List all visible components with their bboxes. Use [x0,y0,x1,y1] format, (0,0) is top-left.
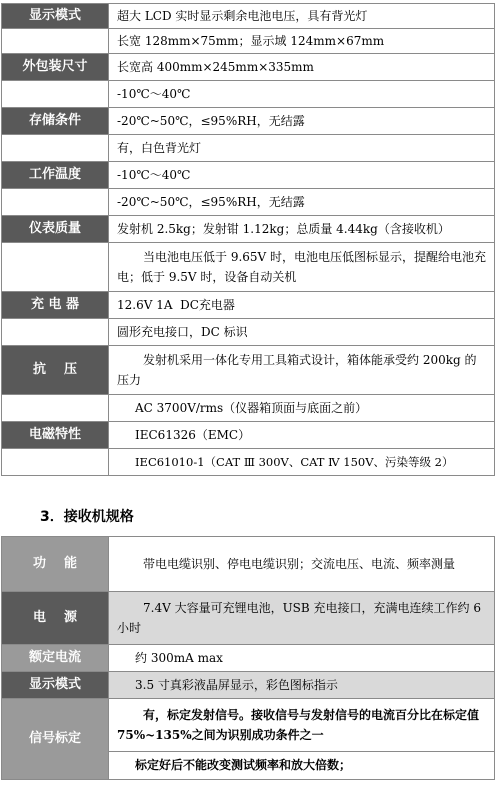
row-value: IEC61010-1（CAT Ⅲ 300V、CAT Ⅳ 150V、污染等级 2） [109,449,495,476]
row-value: 发射机 2.5kg；发射钳 1.12kg；总质量 4.44kg（含接收机） [109,216,495,243]
table-row [2,135,495,162]
table-row [2,395,495,422]
table-row [2,4,495,29]
row-label: 抗 压 [2,346,109,395]
table-row [2,592,495,645]
row-label [2,243,109,292]
row-value: 约 300mA max [109,645,495,672]
table-row [2,162,495,189]
row-label: 充 电 器 [2,292,109,319]
row-label: 电 源 [2,592,109,645]
row-value: -20℃~50℃，≤95%RH，无结露 [109,108,495,135]
section-title: 3．接收机规格 [40,509,134,525]
row-value: 发射机采用一体化专用工具箱式设计，箱体能承受约 200kg 的压力 [109,346,495,395]
row-label [2,81,109,108]
table-row [2,216,495,243]
row-value: -20℃~50℃，≤95%RH，无结露 [109,189,495,216]
row-label: 额定电流 [2,645,109,672]
row-value: 3.5 寸真彩液晶屏显示，彩色图标指示 [109,672,495,699]
row-value: 有，白色背光灯 [109,135,495,162]
row-label: 仪表质量 [2,216,109,243]
table-row [2,189,495,216]
table-row [2,422,495,449]
table-row [2,537,495,592]
row-value: 7.4V 大容量可充锂电池，USB 充电接口，充满电连续工作约 6 小时 [109,592,495,645]
row-value: 超大 LCD 实时显示剩余电池电压，具有背光灯 [109,4,495,29]
row-value: 长宽 128mm×75mm；显示域 124mm×67mm [109,29,495,54]
row-label [2,189,109,216]
table-row [2,645,495,672]
row-value: 长宽高 400mm×245mm×335mm [109,54,495,81]
row-value: 带电电缆识别、停电电缆识别；交流电压、电流、频率测量 [109,537,495,592]
row-value: 12.6V 1A DC充电器 [109,292,495,319]
table-row [2,672,495,699]
row-value: -10℃～40℃ [109,81,495,108]
table-row [2,108,495,135]
row-label: 显示模式 [2,4,109,29]
row-label: 功 能 [2,537,109,592]
row-value: 标定好后不能改变测试频率和放大倍数； [109,751,495,779]
table-row [2,346,495,395]
row-label: 存储条件 [2,108,109,135]
row-value: AC 3700V/rms（仪器箱顶面与底面之前） [109,395,495,422]
row-label [2,319,109,346]
row-value: 圆形充电接口，DC 标识 [109,319,495,346]
receiver-spec-table [1,536,495,780]
spec-table [1,3,495,476]
table-row [2,699,495,752]
table-row [2,29,495,54]
table-row [2,319,495,346]
row-label: 外包装尺寸 [2,54,109,81]
row-value: -10℃～40℃ [109,162,495,189]
table-row [2,81,495,108]
table-row [2,292,495,319]
row-label [2,395,109,422]
row-label: 显示模式 [2,672,109,699]
row-label [2,29,109,54]
row-label [2,135,109,162]
row-label: 信号标定 [2,699,109,780]
table-row [2,54,495,81]
row-value: 有，标定发射信号。接收信号与发射信号的电流百分比在标定值 75%~135%之间为识别成功条件之一 [109,699,495,752]
row-value: IEC61326（EMC） [109,422,495,449]
table-row [2,243,495,292]
table-row [2,449,495,476]
row-label: 电磁特性 [2,422,109,449]
row-value: 当电池电压低于 9.65V 时，电池电压低图标显示，提醒给电池充电；低于 9.5V 时，设备自动关机 [109,243,495,292]
row-label: 工作温度 [2,162,109,189]
row-label [2,449,109,476]
